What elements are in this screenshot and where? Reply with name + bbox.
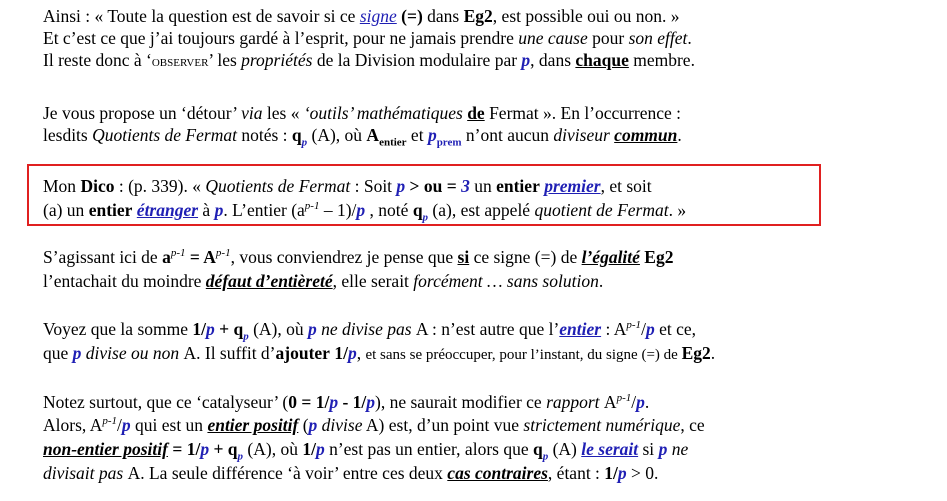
para5-line1: Notez surtout, que ce ‘catalyseur’ (0 = 1/p - 1/p), ne saurait modifier ce rapport $A^{p-1}/p$. [43, 392, 650, 412]
para2-line1: Je vous propose un ‘détour’ via les « ‘outils’ mathématiques de Fermat ». En l’occurrence : [43, 103, 681, 123]
para3-line2: l’entachait du moindre défaut d’entièreté, elle serait forcément … sans solution. [43, 271, 604, 291]
para3-line1: S’agissant ici de $a^{p-1} = A^{p-1}$, vous conviendrez je pense que si ce signe (=) de l’égalité Eg2 [43, 247, 674, 267]
para1-line3: Il reste donc à ‘observer’ les propriétés de la Division modulaire par p, dans chaque membre. [43, 50, 695, 70]
para1-line2: Et c’est ce que j’ai toujours gardé à l’esprit, pour ne jamais prendre une cause pour son effet. [43, 28, 692, 48]
para5-line4: divisait pas A. La seule différence ‘à voir’ entre ces deux cas contraires, étant : 1/p > 0. [43, 463, 659, 483]
para4-line2: que p divise ou non A. Il suffit d’ajouter 1/p, et sans se préoccuper, pour l’instant, du signe (=) de Eg2. [43, 343, 716, 363]
para2-line2: lesdits Quotients de Fermat notés : $q_p$ (A), où $A_{entier}$ et $p_{prem}$ n’ont aucun diviseur commun. [43, 125, 682, 149]
para5-line3: non-entier positif = $1/p + q_p$ (A), où 1/p n’est pas un entier, alors que $q_p$ (A) le serait si p ne [43, 439, 689, 463]
dico-line2: (a) un entier étranger à p. L’entier $(a^{p-1} - 1)/p$ , noté $q_p$ (a), est appelé quotient de Fermat. » [43, 200, 687, 224]
para4-line1: Voyez que la somme $1/p + q_p$ (A), où p ne divise pas A : n’est autre que l’entier : $A^{p-1}/p$ et ce, [43, 319, 696, 343]
dico-line1: Mon Dico : (p. 339). « Quotients de Fermat : Soit p > ou = 3 un entier premier, et soit [43, 176, 652, 196]
para1-line1: Ainsi : « Toute la question est de savoir si ce signe (=) dans Eg2, est possible oui ou non. » [43, 6, 680, 26]
para5-line2: Alors, $A^{p-1}/p$ qui est un entier positif (p divise A) est, d’un point vue strictement numérique, ce [43, 415, 705, 435]
